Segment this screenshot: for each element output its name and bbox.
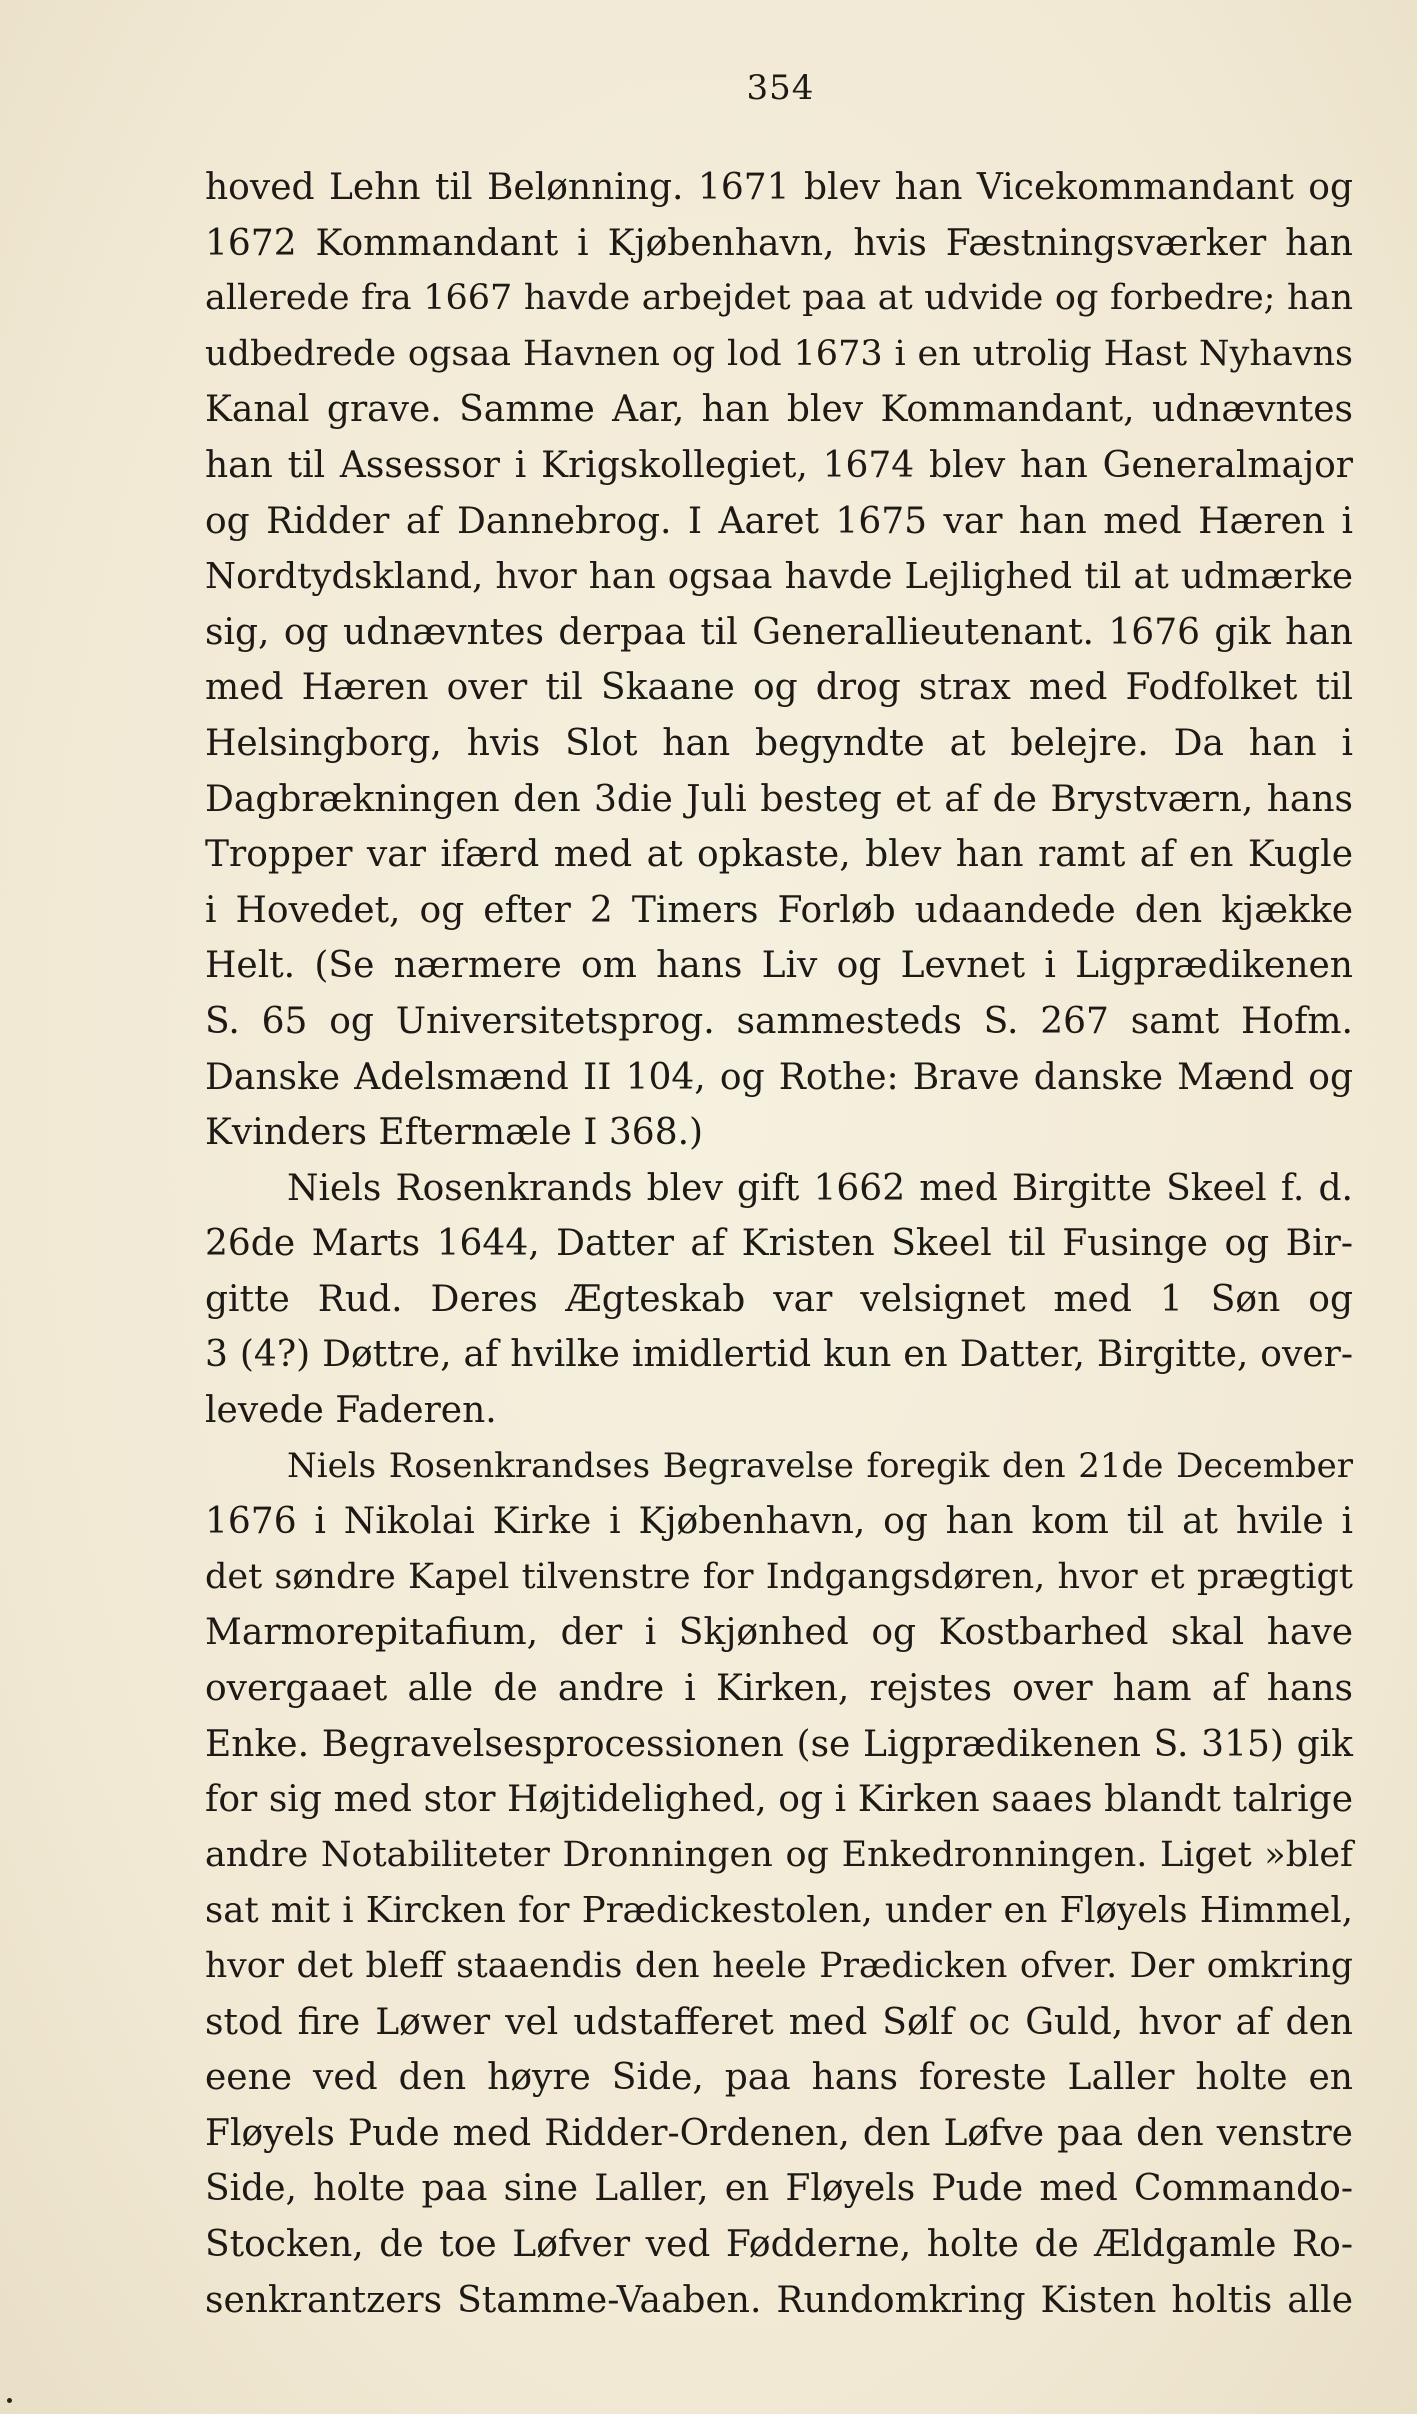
text-line: Nordtydskland, hvor han ogsaa havde Lejlighed til at udmærke xyxy=(205,556,1353,598)
text-line: Side, holte paa sine Laller, en Fløyels Pude med Commando- xyxy=(205,2168,1353,2210)
text-line: i Hovedet, og efter 2 Timers Forløb udaandede den kjække xyxy=(205,889,1353,931)
text-line: 1676 i Nikolai Kirke i Kjøbenhavn, og han kom til at hvile i xyxy=(205,1501,1353,1543)
text-line: Marmorepitafium, der i Skjønhed og Kostbarhed skal have xyxy=(205,1612,1353,1654)
text-line: Helt. (Se nærmere om hans Liv og Levnet i Ligprædikenen xyxy=(205,945,1353,987)
body-text xyxy=(205,160,1353,2328)
text-line: Danske Adelsmænd II 104, og Rothe: Brave danske Mænd og xyxy=(205,1056,1353,1098)
text-line: med Hæren over til Skaane og drog strax med Fodfolket til xyxy=(205,667,1353,709)
text-line: Helsingborg, hvis Slot han begyndte at belejre. Da han i xyxy=(205,722,1353,764)
text-line: sig, og udnævntes derpaa til Generallieutenant. 1676 gik han xyxy=(205,611,1353,653)
text-line: Tropper var ifærd med at opkaste, blev han ramt af en Kugle xyxy=(205,834,1353,876)
text-line: Kvinders Eftermæle I 368.) xyxy=(205,1112,704,1154)
text-line: gitte Rud. Deres Ægteskab var velsignet med 1 Søn og xyxy=(205,1278,1353,1320)
text-line: 1672 Kommandant i Kjøbenhavn, hvis Fæstningsværker han xyxy=(205,222,1353,264)
text-line: udbedrede ogsaa Havnen og lod 1673 i en utrolig Hast Nyhavns xyxy=(205,333,1353,374)
text-line: hvor det bleff staaendis den heele Prædicken ofver. Der omkring xyxy=(205,1946,1353,1986)
page-number: 354 xyxy=(746,68,815,108)
text-line: Niels Rosenkrands blev gift 1662 med Birgitte Skeel f. d. xyxy=(287,1167,1353,1209)
text-line: 3 (4?) Døttre, af hvilke imidlertid kun en Datter, Birgitte, over- xyxy=(205,1334,1353,1376)
text-line: overgaaet alle de andre i Kirken, rejstes over ham af hans xyxy=(205,1668,1353,1710)
text-line: stod fire Løwer vel udstafferet med Sølf oc Guld, hvor af den xyxy=(205,2001,1353,2043)
text-line: det søndre Kapel tilvenstre for Indgangsdøren, hvor et prægtigt xyxy=(205,1556,1353,1597)
text-line: han til Assessor i Krigskollegiet, 1674 blev han Generalmajor xyxy=(205,444,1353,486)
text-line: levede Faderen. xyxy=(205,1390,497,1432)
text-line: for sig med stor Højtidelighed, og i Kirken saaes blandt talrige xyxy=(205,1779,1353,1821)
text-line: sat mit i Kircken for Prædickestolen, under en Fløyels Himmel, xyxy=(205,1890,1353,1932)
text-line: hoved Lehn til Belønning. 1671 blev han Vicekommandant og xyxy=(205,167,1353,208)
text-line: eene ved den høyre Side, paa hans foreste Laller holte en xyxy=(205,2057,1353,2099)
text-line: Dagbrækningen den 3die Juli besteg et af de Brystværn, hans xyxy=(205,778,1353,820)
text-line: 26de Marts 1644, Datter af Kristen Skeel til Fusinge og Bir- xyxy=(205,1223,1353,1265)
text-line: allerede fra 1667 havde arbejdet paa at udvide og forbedre; han xyxy=(205,278,1353,319)
text-line: andre Notabiliteter Dronningen og Enkedronningen. Liget »blef xyxy=(205,1834,1353,1875)
text-line: Kanal grave. Samme Aar, han blev Kommandant, udnævntes xyxy=(205,389,1353,431)
text-line: senkrantzers Stamme-Vaaben. Rundomkring Kisten holtis alle xyxy=(205,2279,1353,2321)
text-line: Niels Rosenkrandses Begravelse foregik den 21de December xyxy=(287,1445,1353,1486)
text-line: Fløyels Pude med Ridder-Ordenen, den Løfve paa den venstre xyxy=(205,2112,1353,2154)
text-line: S. 65 og Universitetsprog. sammesteds S. 267 samt Hofm. xyxy=(205,1000,1353,1042)
text-line: og Ridder af Dannebrog. I Aaret 1675 var han med Hæren i xyxy=(205,500,1353,542)
margin-speck xyxy=(7,2398,12,2403)
text-line: Enke. Begravelsesprocessionen (se Ligprædikenen S. 315) gik xyxy=(205,1723,1353,1765)
text-line: Stocken, de toe Løfver ved Fødderne, holte de Ældgamle Ro- xyxy=(205,2223,1353,2265)
